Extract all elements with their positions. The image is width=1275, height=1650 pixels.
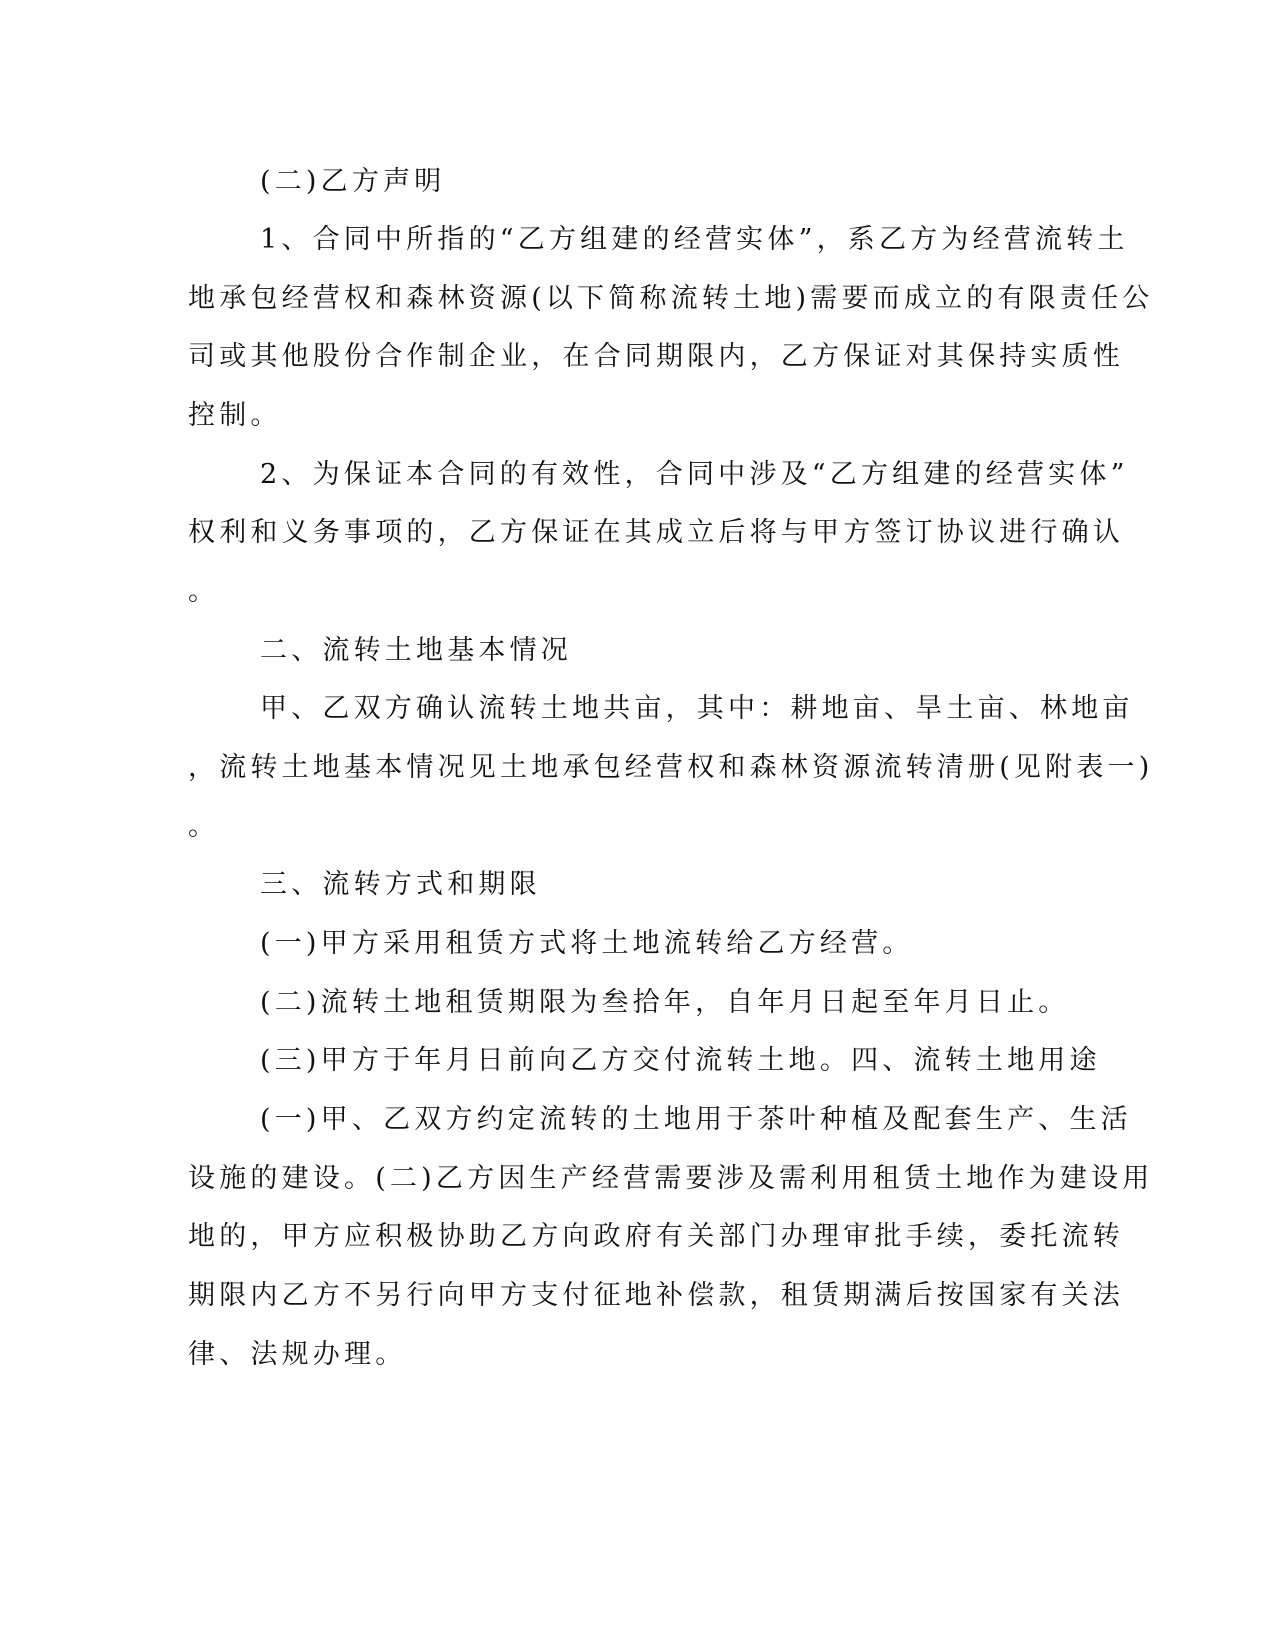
paragraph-line: 甲、乙双方确认流转土地共亩，其中：耕地亩、旱土亩、林地亩 bbox=[260, 693, 1134, 724]
paragraph-line: 2、为保证本合同的有效性，合同中涉及“乙方组建的经营实体” bbox=[260, 459, 1129, 490]
paragraph-line: 地承包经营权和森林资源(以下简称流转土地)需要而成立的有限责任公 bbox=[188, 283, 1154, 314]
paragraph-line: 地的，甲方应积极协助乙方向政府有关部门办理审批手续，委托流转 bbox=[188, 1221, 1124, 1252]
paragraph-line: 设施的建设。(二)乙方因生产经营需要涉及需利用租赁土地作为建设用 bbox=[188, 1163, 1154, 1194]
paragraph-line: (三)甲方于年月日前向乙方交付流转土地。四、流转土地用途 bbox=[260, 1045, 1101, 1076]
paragraph-line: 律、法规办理。 bbox=[188, 1339, 407, 1370]
paragraph-line: 控制。 bbox=[188, 400, 282, 431]
paragraph-line: (一)甲方采用租赁方式将土地流转给乙方经营。 bbox=[260, 928, 914, 959]
paragraph-line: 。 bbox=[188, 576, 220, 607]
section-heading-land-basics: 二、流转土地基本情况 bbox=[260, 635, 572, 666]
paragraph-line: (二)流转土地租赁期限为叁拾年，自年月日起至年月日止。 bbox=[260, 987, 1070, 1018]
paragraph-line: 司或其他股份合作制企业，在合同期限内，乙方保证对其保持实质性 bbox=[188, 341, 1124, 372]
paragraph-line: ，流转土地基本情况见土地承包经营权和森林资源流转清册(见附表一) bbox=[188, 752, 1154, 783]
paragraph-line: 1、合同中所指的“乙方组建的经营实体”，系乙方为经营流转土 bbox=[260, 224, 1129, 255]
paragraph-line: 。 bbox=[188, 811, 220, 842]
section-heading-party-b-declaration: (二)乙方声明 bbox=[260, 166, 446, 197]
paragraph-line: 期限内乙方不另行向甲方支付征地补偿款，租赁期满后按国家有关法 bbox=[188, 1280, 1124, 1311]
paragraph-line: (一)甲、乙双方约定流转的土地用于茶叶种植及配套生产、生活 bbox=[260, 1104, 1132, 1135]
paragraph-line: 权利和义务事项的，乙方保证在其成立后将与甲方签订协议进行确认 bbox=[188, 517, 1124, 548]
section-heading-transfer-method: 三、流转方式和期限 bbox=[260, 869, 541, 900]
